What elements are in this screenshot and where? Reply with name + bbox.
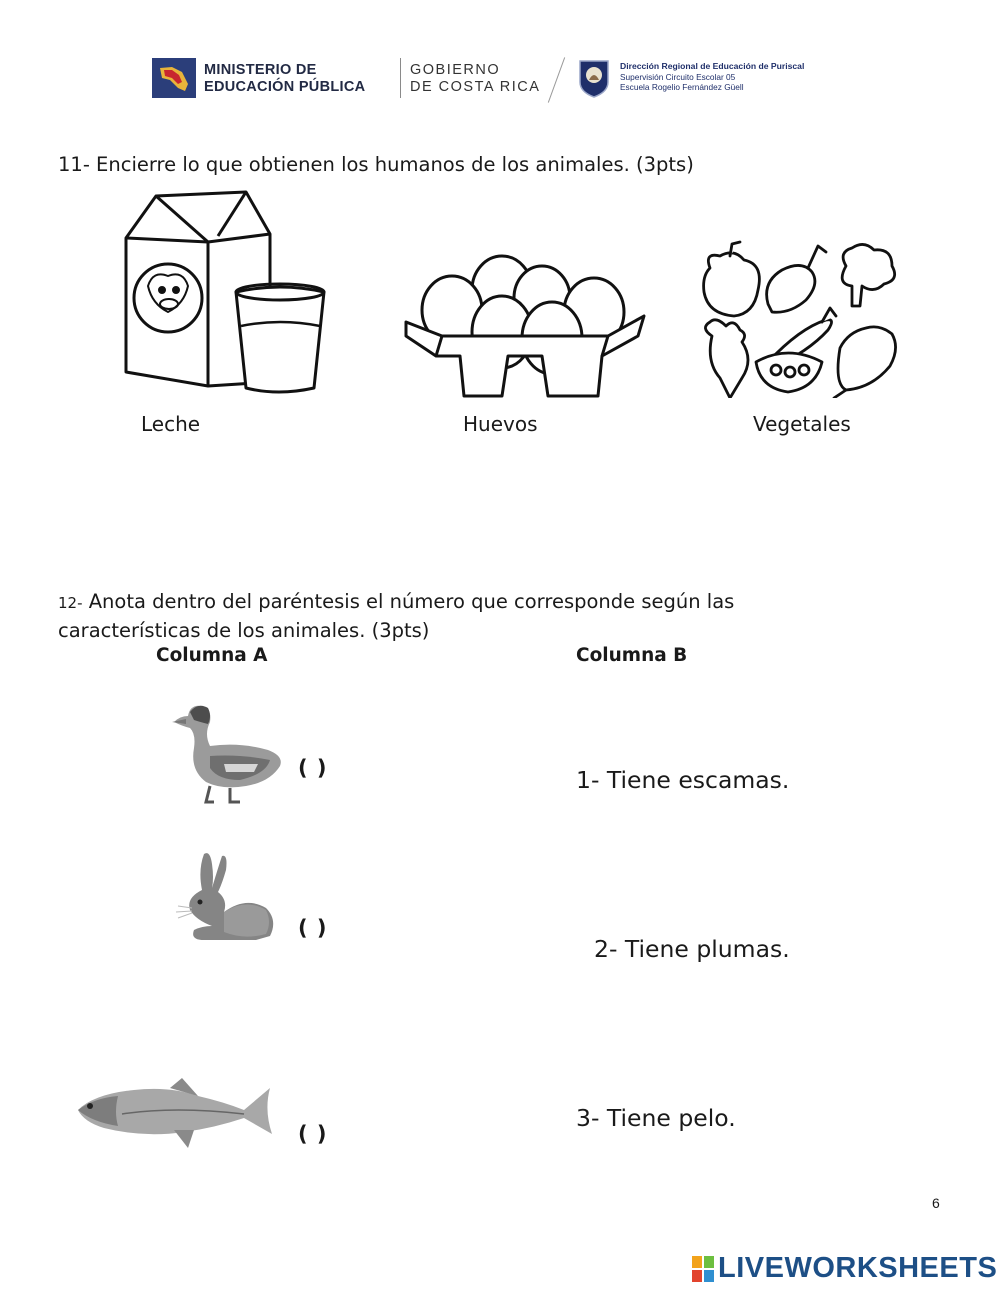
egg-carton-icon[interactable] [402, 252, 648, 400]
rabbit-icon [172, 850, 276, 944]
question-12-prompt: 12- Anota dentro del paréntesis el número que corresponde según las características de los animales. (3pts) [58, 590, 735, 642]
answer-blank-duck[interactable]: ( ) [298, 756, 328, 780]
regional-direction-text: Dirección Regional de Educación de Puriscal Supervisión Circuito Escolar 05 Escuela Rogelio Fernández Güell [620, 61, 805, 92]
option-label-huevos: Huevos [463, 412, 538, 436]
liveworksheets-logo-icon [692, 1256, 714, 1282]
header-divider [400, 58, 401, 98]
page-number: 6 [932, 1195, 940, 1211]
answer-blank-fish[interactable]: ( ) [298, 1122, 328, 1146]
liveworksheets-brand[interactable]: LIVEWORKSHEETS [718, 1252, 998, 1284]
costa-rica-map-logo [152, 58, 196, 98]
vegetables-icon[interactable] [696, 238, 902, 398]
column-b-heading: Columna B [576, 645, 688, 666]
milk-carton-glass-icon[interactable] [118, 186, 330, 396]
column-a-heading: Columna A [156, 645, 268, 666]
fish-icon [74, 1076, 274, 1150]
characteristic-1: 1- Tiene escamas. [576, 766, 790, 794]
question-12-number: 12- [58, 594, 83, 612]
header-slash-divider [548, 57, 565, 102]
characteristic-3: 3- Tiene pelo. [576, 1104, 736, 1132]
option-label-vegetales: Vegetales [753, 412, 851, 436]
option-label-leche: Leche [141, 412, 201, 436]
question-11-prompt: 11- Encierre lo que obtienen los humanos de los animales. (3pts) [58, 153, 694, 176]
duck-icon [170, 702, 286, 808]
characteristic-2: 2- Tiene plumas. [594, 935, 790, 963]
answer-blank-rabbit[interactable]: ( ) [298, 916, 328, 940]
ministerio-logo-text: MINISTERIO DE EDUCACIÓN PÚBLICA [204, 62, 366, 95]
gobierno-logo-text: GOBIERNO DE COSTA RICA [410, 62, 541, 95]
school-crest-icon [578, 58, 610, 98]
